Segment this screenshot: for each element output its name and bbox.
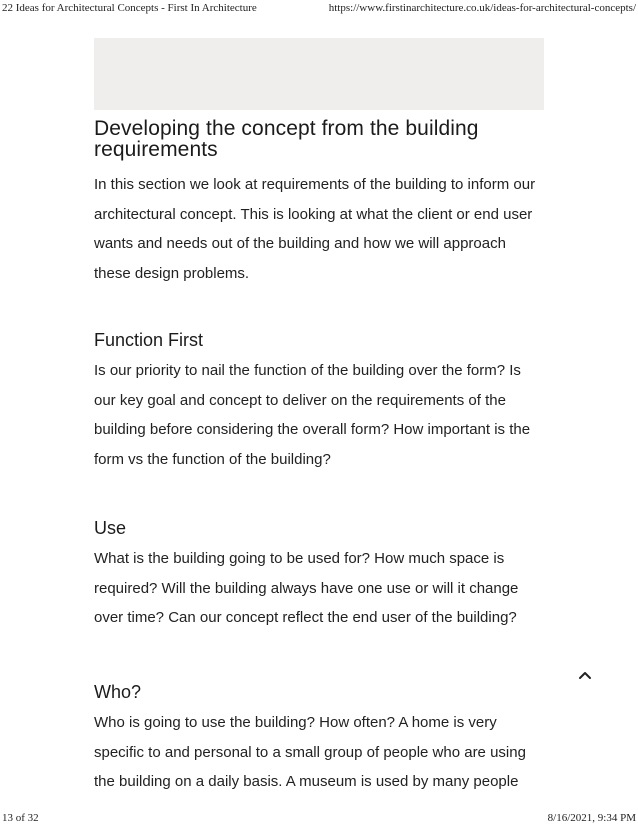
paragraph-use: What is the building going to be used for? How much space is required? Will the building always have one use or will it change over time? Can our concept reflect the end user of the building? [94, 550, 519, 626]
subheading-use: Use [94, 518, 127, 538]
article-content [94, 117, 546, 790]
scroll-to-top-button[interactable] [574, 664, 596, 686]
print-datetime: 8/16/2021, 9:34 PM [547, 812, 636, 824]
print-page-title: 22 Ideas for Architectural Concepts - First In Architecture [2, 2, 257, 14]
print-page-number: 13 of 32 [2, 812, 39, 824]
subheading-who: Who? [94, 682, 142, 702]
subheading-function-first: Function First [94, 330, 204, 350]
paragraph-function-first: Is our priority to nail the function of the building over the form? Is our key goal and concept to deliver on the requirements of the building before considering the overall form? How important is the form vs the function of the building? [94, 362, 531, 468]
section-heading: Developing the concept from the building requirements [94, 117, 479, 161]
article-image-placeholder [94, 38, 544, 110]
print-page-url: https://www.firstinarchitecture.co.uk/ideas-for-architectural-concepts/ [328, 2, 636, 14]
intro-paragraph: In this section we look at requirements of the building to inform our architectural concept. This is looking at what the client or end user wants and needs out of the building and how we will approach these design problems. [94, 176, 536, 282]
print-header [0, 0, 638, 16]
print-footer [0, 810, 638, 826]
chevron-up-icon [574, 664, 596, 686]
paragraph-who: Who is going to use the building? How often? A home is very specific to and personal to a small group of people who are using the building on a daily basis. A museum is used by many people [94, 714, 526, 790]
